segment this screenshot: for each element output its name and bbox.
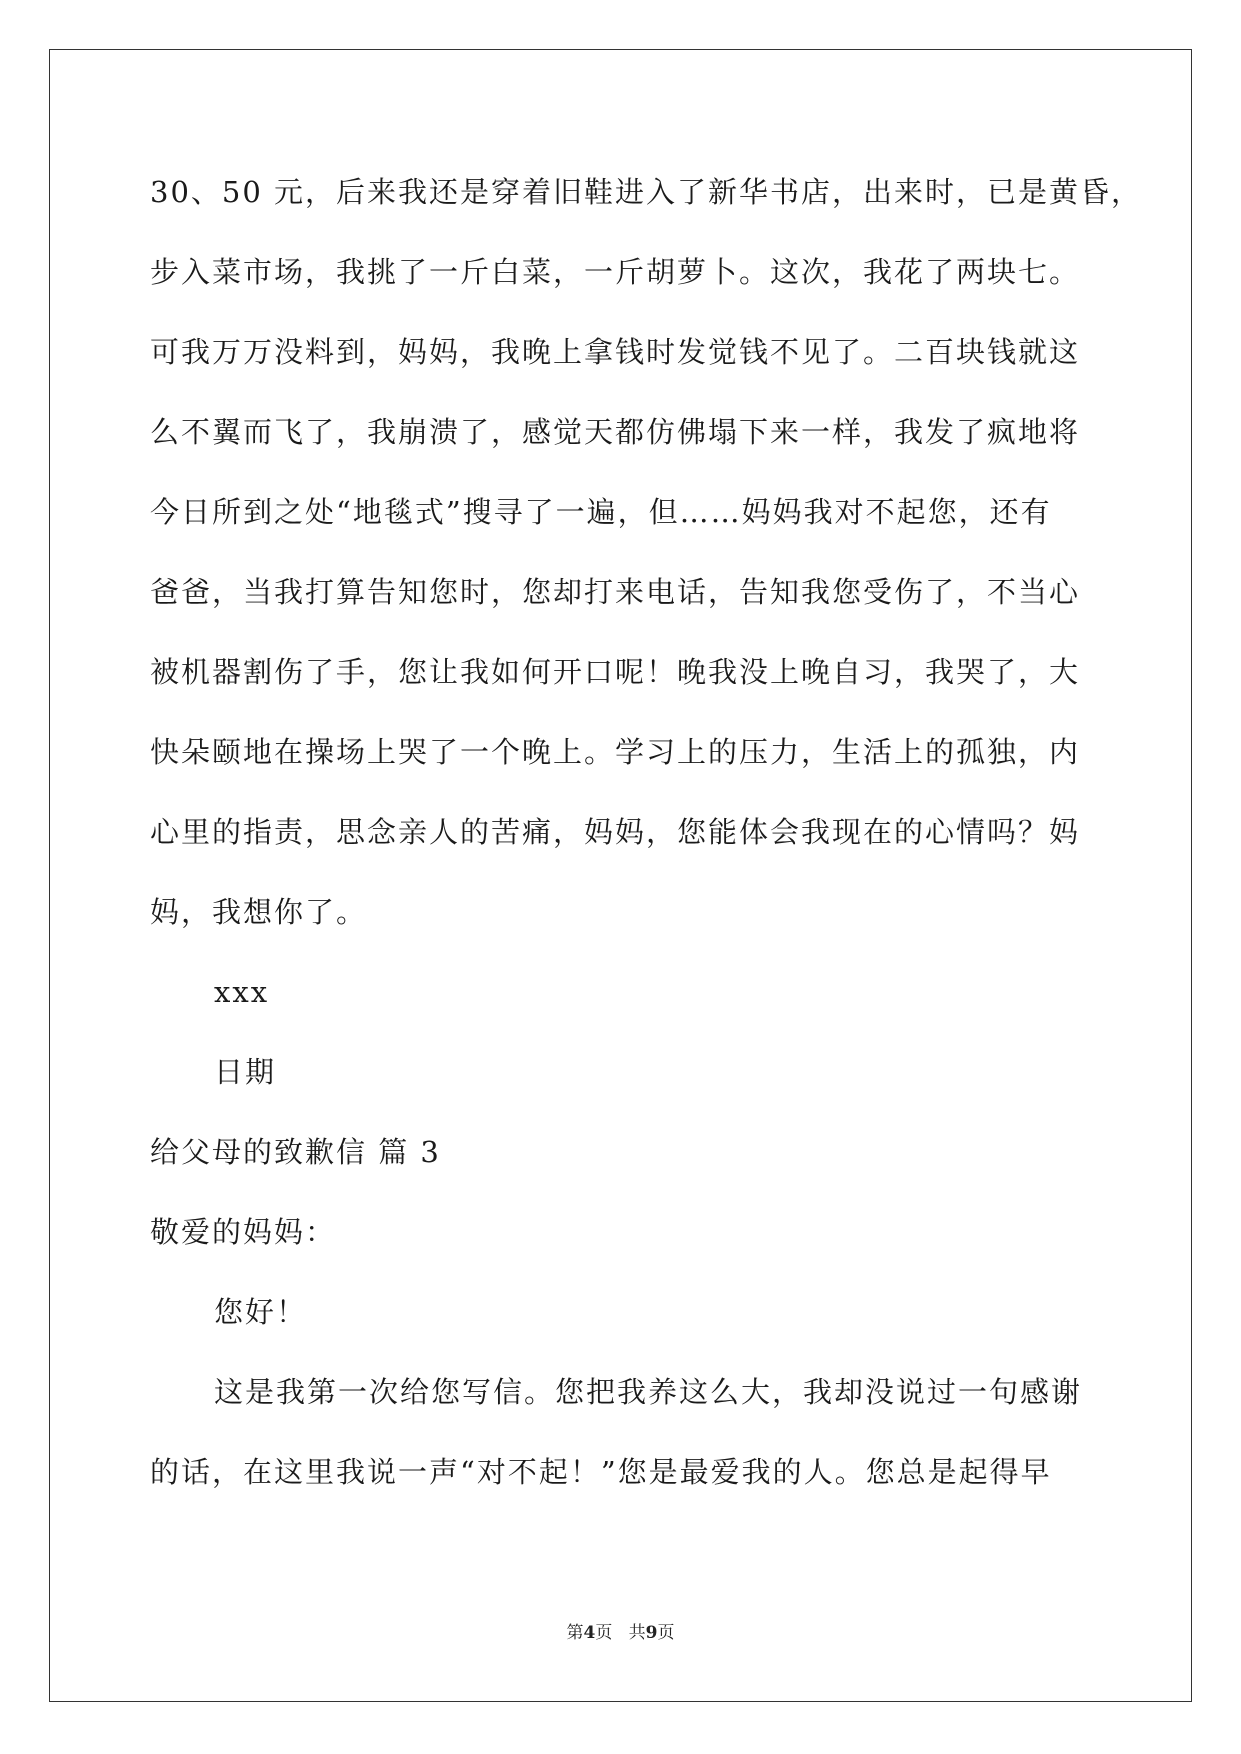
total-suffix: 页 [657, 1623, 675, 1643]
salutation: 敬爱的妈妈： [150, 1215, 337, 1249]
greeting: 您好！ [214, 1295, 308, 1329]
body-line-9: 心里的指责，思念亲人的苦痛，妈妈，您能体会我现在的心情吗？妈 [150, 815, 1081, 849]
body-line-10: 妈，我想你了。 [150, 895, 368, 929]
body-line-2: 步入菜市场，我挑了一斤白菜，一斤胡萝卜。这次，我花了两块七。 [150, 255, 1081, 289]
body-line-7: 被机器割伤了手，您让我如何开口呢！晚我没上晚自习，我哭了，大 [150, 655, 1081, 689]
page-number: 4 [583, 1623, 596, 1643]
body-line-6: 爸爸，当我打算告知您时，您却打来电话，告知我您受伤了，不当心 [150, 575, 1081, 609]
body-line-3: 可我万万没料到，妈妈，我晚上拿钱时发觉钱不见了。二百块钱就这 [150, 335, 1081, 369]
signature: xxx [214, 975, 270, 1009]
total-pages: 9 [645, 1623, 658, 1643]
page-suffix: 页 [595, 1623, 613, 1643]
body-line-1: 30、50 元，后来我还是穿着旧鞋进入了新华书店，出来时，已是黄昏， [150, 175, 1143, 209]
body-line-8: 快朵颐地在操场上哭了一个晚上。学习上的压力，生活上的孤独，内 [150, 735, 1081, 769]
section-title: 给父母的致歉信 篇 3 [150, 1135, 441, 1169]
page-footer [0, 1618, 1241, 1643]
body-line-5: 今日所到之处“地毯式”搜寻了一遍，但……妈妈我对不起您，还有 [150, 495, 1052, 529]
body-line-4: 么不翼而飞了，我崩溃了，感觉天都仿佛塌下来一样，我发了疯地将 [150, 415, 1081, 449]
paragraph-line-2: 的话，在这里我说一声“对不起！”您是最爱我的人。您总是起得早 [150, 1455, 1052, 1489]
date: 日期 [214, 1055, 277, 1089]
page-prefix: 第 [566, 1623, 584, 1643]
paragraph-line-1: 这是我第一次给您写信。您把我养这么大，我却没说过一句感谢 [214, 1375, 1083, 1409]
total-prefix: 共 [628, 1623, 646, 1643]
